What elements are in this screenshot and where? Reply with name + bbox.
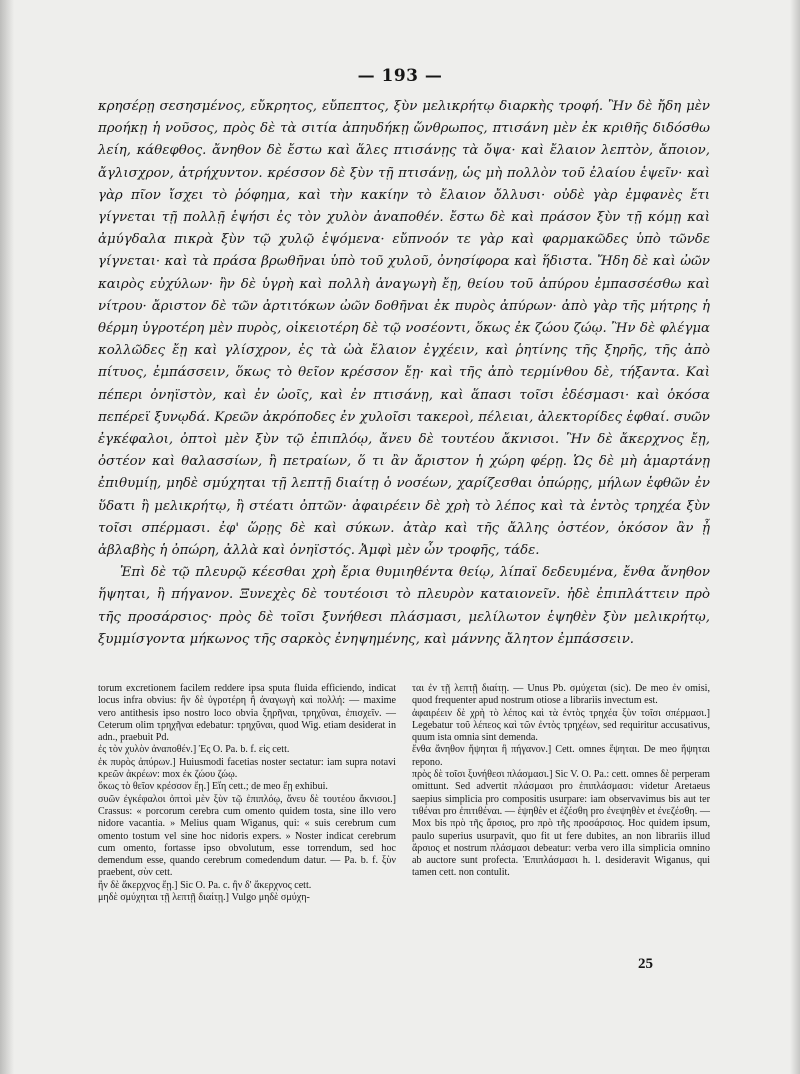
footnotes-right-column [412, 683, 710, 904]
footnote: ἐς τὸν χυλὸν ἀναποθέν.] Ἐς O. Pa. b. f. εἰς cett. [98, 744, 290, 756]
footnote: ἢν δὲ ἄκερχνος ἔῃ.] Sic O. Pa. c. ἢν δ' ἄκερχνος cett. [98, 879, 312, 891]
footnote: πρὸς δὲ τοῖσι ξυνήθεσι πλάσμασι.] Sic V. O. Pa.: cett. omnes δὲ perperam omittunt. Sed advertit πλάσμασι pro ἐπιπλάσμασι: videtur Aretaeus saepius simplicia pro compositis usurpare: iam observavimus bis aut ter τιθέναι pro ἐπιτιθέναι. — ἑψηθὲν et ἑζέσθη pro ἐνεψηθὲν et ἐνεζέσθη. — Mox bis πρὸ τῆς ἄρσιος, pro πρὸ τῆς προσάρσιος. Hoc quidem ipsum, paulo superius usurpavit, quo fit ut fere dubites, an non librariis illud ἄρσιος et nostrum πλάσμασι debeatur: verba vero illa simplicia omnino ab auctore sunt profecta. Ἐπιπλάσμασι h. l. desideravit Wiganus, qui tamen cett. non contulit. [412, 769, 710, 879]
footnote: ὅκως τὸ θεῖον κρέσσον ἔῃ.] Εἴη cett.; de meo ἔῃ exhibui. [98, 781, 328, 793]
footnote: ἔνθα ἄνηθον ἥψηται ἢ πήγανον.] Cett. omnes ἕψηται. De meo ἥψηται repono. [412, 744, 710, 768]
footnote: μηδὲ σμύχηται τῇ λεπτῇ διαίτῃ.] Vulgo μηδὲ σμύχη- [98, 892, 310, 904]
footnote: συῶν ἐγκέφαλοι ὀπτοὶ μὲν ξὺν τῷ ἐπιπλόῳ, ἄνευ δὲ τουτέου ἄκνισοι.] Crassus: « porcorum cerebra cum omento quidem tosta, sine illo vero nidore vacantia. » Melius quam Wiganus, qui: « suis cerebrum cum omento tostum vel sine hoc nidoris expers. » Noster indicat cerebrum cum omento, fortasse ipso obvolutum, esse torrendum, sed hoc demendum esse, quando cerebrum comedendum datur. — Pa. b. f. ξὺν praebent, σὺν cett. [98, 793, 396, 879]
footnote: ἀφαιρέειν δὲ χρὴ τὸ λέπος καὶ τὰ ἐντὸς τρηχέα ξὺν τοῖσι σπέρμασι.] Legebatur τοῦ λέπεος καὶ τῶν ἐντὸς τρηχέων, sed requiritur accusativus, quum ista omnia sint demenda. [412, 707, 710, 744]
page-edge-shadow-left [0, 0, 14, 1074]
signature-mark: 25 [638, 956, 653, 972]
main-greek-text [98, 96, 710, 651]
page-edge-shadow-right [790, 0, 800, 1074]
footnote: torum excretionem facilem reddere ipsa sputa fluida efficiendo, indicat locus infra obvius: ἢν δὲ ὑγροτέρη ἢ ἀναγωγὴ καὶ πολλή: — maxime vero antithesis ipso nostro loco obvia ξηρῆναι, τρηχῦναι, ἐπισχεῖν. — Ceterum olim τρηχῆναι edebatur: τρηχῦναι, quod Wig. etiam desiderat in adn., praebuit Pd. [98, 683, 396, 744]
footnotes [98, 683, 710, 904]
footnotes-left-column [98, 683, 396, 904]
page-number: — 193 — [357, 66, 443, 86]
main-paragraph: κρησέρῃ σεσησμένος, εὔκρητος, εὔπεπτος, ξὺν μελικρήτῳ διαρκὴς τροφή. Ἢν δὲ ἤδη μὲν προήκῃ ἡ νοῦσος, πρὸς δὲ τὰ σιτία ἀπηυδήκῃ ὥνθρωπος, πτισάνη μὲν ἐκ κριθῆς διδόσθω λείη, κάθεφθος. ἄνηθον δὲ ἔστω καὶ ἅλες πτισάνῃς τὰ ὄψα· καὶ ἔλαιον λεπτὸν, ἄποιον, ἄγλισχρον, ἀτρήχυντον. κρέσσον δὲ ξὺν τῇ πτισάνῃ, ὡς μὴ πολλὸν τοῦ ἐλαίου ἑψεῖν· καὶ γὰρ πῖον ἴσχει τὸ ῥόφημα, καὶ τὴν κακίην τὸ ἔλαιον ὄλλυσι· οὐδὲ γὰρ ἐμφανὲς ἔτι γίγνεται τῇ πολλῇ ἑψήσι ἐς τὸν χυλὸν ἀναποθέν. ἔστω δὲ καὶ πράσον ξὺν τῇ κόμῃ καὶ ἀμύγδαλα πικρὰ ξὺν τῷ χυλῷ ἑψόμενα· εὔπνοόν τε γὰρ καὶ φαρμακῶδες ὑπὸ τῶνδε γίγνεται· καὶ τὰ πράσα βρωθῆναι ὑπὸ τοῦ χυλοῦ, ὀνησίφορα καὶ ἥδιστα. Ἤδη δὲ καὶ ὠῶν καιρὸς εὐχύλων· ἢν δὲ ὑγρὴ καὶ πολλὴ ἀναγωγὴ ἔῃ, θείου τοῦ ἀπύρου ἐμπασσέσθω καὶ νίτρου· ἄριστον δὲ τῶν ἀρτιτόκων ὠῶν δοθῆναι ἐκ πυρὸς ἀπύρων· ἀπὸ γὰρ τῆς μήτρης ἡ θέρμη ὑγροτέρη μὲν πυρὸς, οἰκειοτέρη δὲ τῷ νοσέοντι, ὅκως ἐκ ζώου ζώῳ. Ἢν δὲ φλέγμα κολλῶδες ἔῃ καὶ γλίσχρον, ἐς τὰ ὠὰ ἔλαιον ἐγχέειν, καὶ ῥητίνης τῆς ξηρῆς, τῆς ἀπὸ πίτυος, ἐμπάσσειν, ὅκως τὸ θεῖον κρέσσον ἔῃ· καὶ τῆς ἀπὸ τερμίνθου δὲ, τήξαντα. Καὶ πέπερι ὀνηϊστὸν, καὶ ἐν ὠοῖς, καὶ ἐν πτισάνῃ, καὶ ἅπασι τοῖσι ἐδέσμασι· καὶ ὁκόσα πεπέρεϊ ξυνῳδά. Κρεῶν ἀκρόποδες ἐν χυλοῖσι τακεροὶ, πέλειαι, ἀλεκτορίδες ἑφθαί. συῶν ἐγκέφαλοι, ὀπτοὶ μὲν ξὺν τῷ ἐπιπλόῳ, ἄνευ δὲ τουτέου ἄκνισοι. Ἢν δὲ ἄκερχνος ἔῃ, ὀστέον καὶ θαλασσίων, ἢ πετραίων, ὅ τι ἂν ἄριστον ἡ χώρη φέρῃ. Ὡς δὲ μὴ ἁμαρτάνῃ ἐπιθυμίῃ, μηδὲ σμύχηται τῇ λεπτῇ διαίτῃ ὁ νοσέων, χαρίζεσθαι ὀπώρῃς, μήλων ἑφθῶν ἐν ὕδατι ἢ μελικρήτῳ, ἢ στέατι ὀπτῶν· ἀφαιρέειν δὲ χρὴ τὸ λέπος καὶ τὰ ἐντὸς τρηχέα ξὺν τοῖσι σπέρμασι. ἐφ' ὥρῃς δὲ καὶ σύκων. ἀτὰρ καὶ τῆς ἄλλης ὀστέον, ὁκόσον ἂν ᾖ ἀβλαβὴς ἡ ὀπώρη, ἀλλὰ καὶ ὀνηϊστός. Ἀμφὶ μὲν ὦν τροφῆς, τάδε. [98, 99, 710, 559]
footnote: ται ἐν τῇ λεπτῇ διαίτῃ. — Unus Pb. σμύχεται (sic). De meo ἐν omisi, quod frequenter apud nostrum otiose a librariis invectum est. [412, 683, 710, 707]
footnote: ἐκ πυρὸς ἀπύρων.] Huiusmodi facetias noster sectatur: iam supra notavi κρεῶν ἀκρέων: mox ἐκ ζώου ζώῳ. [98, 756, 396, 781]
main-paragraph: Ἐπὶ δὲ τῷ πλευρῷ κέεσθαι χρὴ ἔρια θυμιηθέντα θείῳ, λίπαϊ δεδευμένα, ἔνθα ἄνηθον ἥψηται, ἢ πήγανον. Ξυνεχὲς δὲ τουτέοισι τὸ πλευρὸν καταιονεῖν. ἠδὲ ἐπιπλάττειν πρὸ τῆς προσάρσιος· πρὸς δὲ τοῖσι ξυνήθεσι πλάσμασι, μελίλωτον ἑψηθὲν ξὺν μελικρήτῳ, ξυμμίσγοντα μήκωνος τῆς σαρκὸς ἐνηψημένης, καὶ μάννης ἄλητον ἐμπάσσειν. [98, 565, 710, 647]
